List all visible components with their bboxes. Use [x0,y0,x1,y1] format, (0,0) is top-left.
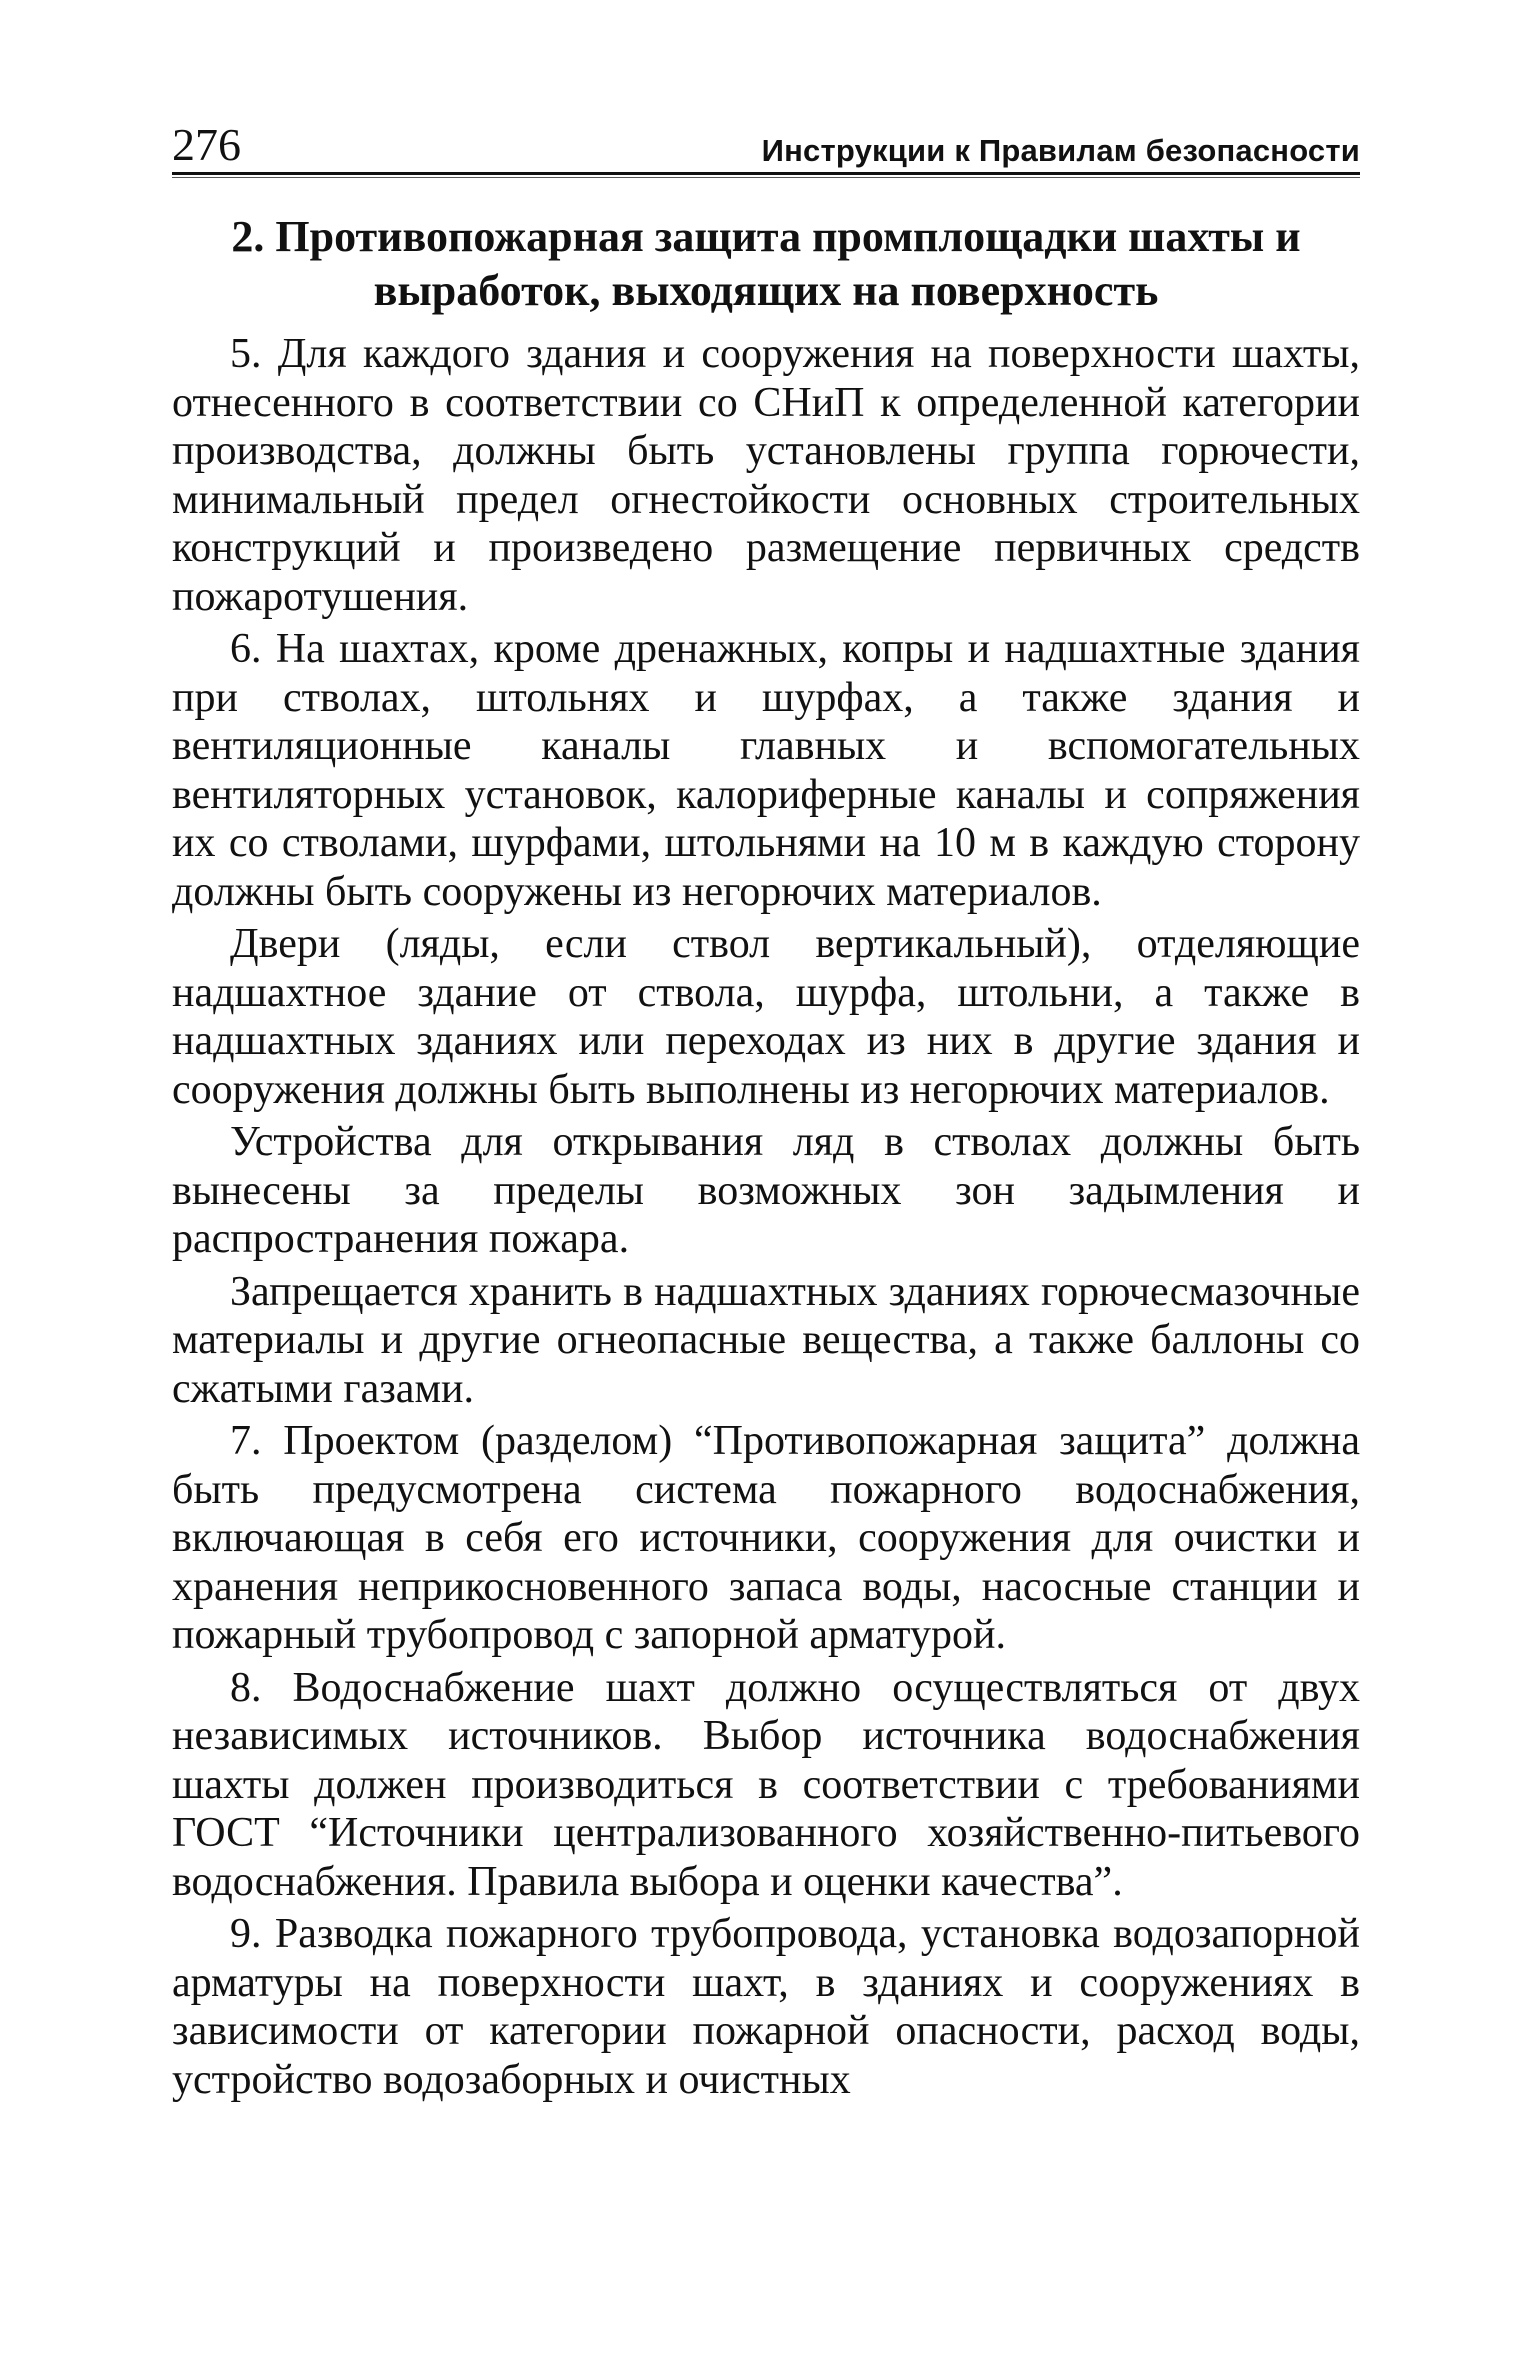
paragraph-9: 9. Разводка пожарного трубопровода, установка водозапорной арматуры на поверхности шахт, в зданиях и сооружениях в зависимости от категории пожарной опасности, расход воды, устройство водозаборных и очистных [172,1911,1360,2103]
section-heading-line-2: выработок, выходящих на поверхность [373,266,1159,315]
body-text [172,330,1360,2108]
book-page [172,0,1360,2362]
running-head [172,112,1360,172]
section-heading-line-1: 2. Противопожарная защита промплощадки шахты и [231,212,1301,261]
paragraph-8: 8. Водоснабжение шахт должно осуществляться от двух независимых источников. Выбор источника водоснабжения шахты должен производиться в соответствии с требованиями ГОСТ “Источники централизованного хозяйственно-питьевого водоснабжения. Правила выбора и оценки качества”. [172,1664,1360,1905]
section-heading [172,210,1360,318]
header-rule [172,172,1360,178]
paragraph-6: 6. На шахтах, кроме дренажных, копры и надшахтные здания при стволах, штольнях и шурфах, а также здания и вентиляционные каналы главных и вспомогательных вентиляторных установок, калориферные каналы и сопряжения их со стволами, шурфами, штольнями на 10 м в каждую сторону должны быть сооружены из негорючих материалов. [172,626,1360,915]
running-title: Инструкции к Правилам безопасности [761,133,1360,168]
paragraph-hatch-devices: Устройства для открывания ляд в стволах должны быть вынесены за пределы возможных зон задымления и распространения пожара. [172,1119,1360,1262]
paragraph-5: 5. Для каждого здания и сооружения на поверхности шахты, отнесенного в соответствии со СНиП к определенной категории производства, должны быть установлены группа горючести, минимальный предел огнестойкости основных строительных конструкций и произведено размещение первичных средств пожаротушения. [172,331,1360,620]
page-number: 276 [172,119,241,170]
paragraph-7: 7. Проектом (разделом) “Противопожарная защита” должна быть предусмотрена система пожарного водоснабжения, включающая в себя его источники, сооружения для очистки и хранения неприкосновенного запаса воды, насосные станции и пожарный трубопровод с запорной арматурой. [172,1418,1360,1658]
paragraph-storage-prohibition: Запрещается хранить в надшахтных зданиях горючесмазочные материалы и другие огнеопасные вещества, а также баллоны со сжатыми газами. [172,1268,1360,1412]
paragraph-doors: Двери (ляды, если ствол вертикальный), отделяющие надшахтное здание от ствола, шурфа, штольни, а также в надшахтных зданиях или переходах из них в другие здания и сооружения должны быть выполнены из негорючих материалов. [172,921,1360,1113]
